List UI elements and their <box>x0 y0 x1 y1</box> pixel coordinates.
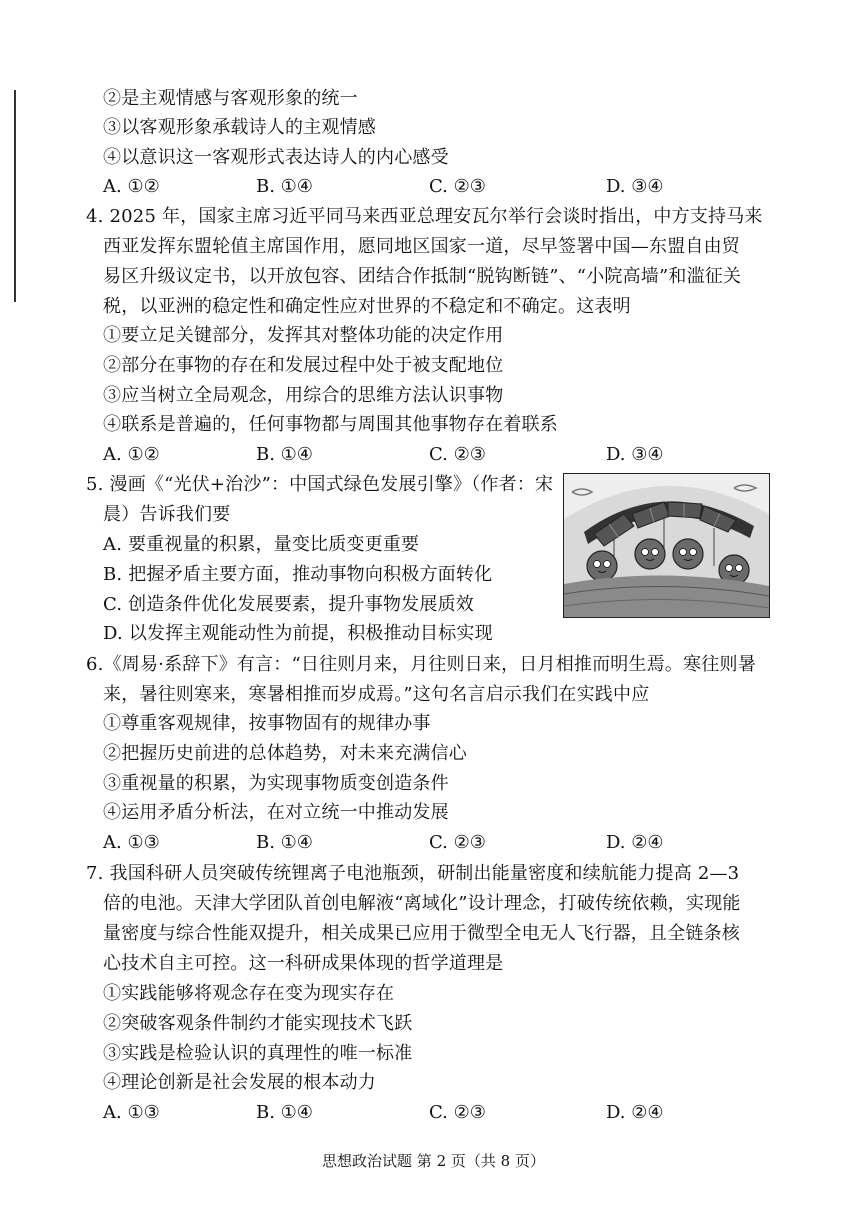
q4-option-a: A. ①② <box>103 444 160 465</box>
q4-statement-1: ①要立足关键部分，发挥其对整体功能的决定作用 <box>103 325 504 346</box>
page-footer: 思想政治试题 第 2 页（共 8 页） <box>322 1152 545 1170</box>
q5-choice-d: D. 以发挥主观能动性为前提，积极推动目标实现 <box>103 623 493 644</box>
q7-stem-line-3: 量密度与综合性能双提升，相关成果已应用于微型全电无人飞行器，且全链条核 <box>103 923 740 944</box>
q7-statement-3: ③实践是检验认识的真理性的唯一标准 <box>103 1043 413 1064</box>
q6-option-b: B. ①④ <box>256 832 313 853</box>
q7-option-d: D. ②④ <box>606 1102 664 1123</box>
q6-statement-1: ①尊重客观规律，按事物固有的规律办事 <box>103 713 431 734</box>
q5-stem-line-2: 晨）告诉我们要 <box>103 504 231 525</box>
q6-stem-line-2: 来，暑往则寒来，寒暑相推而岁成焉。”这句名言启示我们在实践中应 <box>103 684 650 705</box>
q7-stem-line-1: 7. 我国科研人员突破传统锂离子电池瓶颈，研制出能量密度和续航能力提高 2—3 <box>86 863 740 884</box>
q5-stem-line-1: 5. 漫画《“光伏+治沙”：中国式绿色发展引擎》（作者：宋 <box>86 474 554 495</box>
q7-option-c: C. ②③ <box>429 1102 486 1123</box>
q7-option-a: A. ①③ <box>103 1102 160 1123</box>
q3-option-d: D. ③④ <box>606 176 664 197</box>
q4-options <box>103 442 803 468</box>
q3-options <box>103 174 803 200</box>
q6-option-c: C. ②③ <box>429 832 486 853</box>
q4-option-d: D. ③④ <box>606 444 664 465</box>
q7-statement-2: ②突破客观条件制约才能实现技术飞跃 <box>103 1013 413 1034</box>
q4-option-c: C. ②③ <box>429 444 486 465</box>
q5-choice-a: A. 要重视量的积累，量变比质变更重要 <box>103 534 420 555</box>
q4-statement-3: ③应当树立全局观念，用综合的思维方法认识事物 <box>103 385 504 406</box>
q7-option-b: B. ①④ <box>256 1102 313 1123</box>
q6-statement-2: ②把握历史前进的总体趋势，对未来充满信心 <box>103 743 467 764</box>
q3-statement-3: ③以客观形象承载诗人的主观情感 <box>103 117 376 138</box>
q7-statement-1: ①实践能够将观念存在变为现实存在 <box>103 983 395 1004</box>
q4-stem-line-4: 税，以亚洲的稳定性和确定性应对世界的不稳定和不确定。这表明 <box>103 296 631 317</box>
q3-statement-4: ④以意识这一客观形式表达诗人的内心感受 <box>103 147 449 168</box>
q3-statement-2: ②是主观情感与客观形象的统一 <box>103 88 358 109</box>
q4-option-b: B. ①④ <box>256 444 313 465</box>
q5-cartoon-image <box>563 473 770 618</box>
q4-statement-2: ②部分在事物的存在和发展过程中处于被支配地位 <box>103 355 504 376</box>
q7-statement-4: ④理论创新是社会发展的根本动力 <box>103 1072 376 1093</box>
q3-option-b: B. ①④ <box>256 176 313 197</box>
q4-stem-line-1: 4. 2025 年，国家主席习近平同马来西亚总理安瓦尔举行会谈时指出，中方支持马来 <box>86 206 763 227</box>
q6-options <box>103 830 803 856</box>
q4-stem-line-3: 易区升级议定书，以开放包容、团结合作抵制“脱钩断链”、“小院高墙”和滥征关 <box>103 266 742 287</box>
margin-binding-line <box>14 90 16 302</box>
q3-option-a: A. ①② <box>103 176 160 197</box>
solar-desert-cartoon-icon <box>564 474 769 617</box>
q7-stem-line-2: 倍的电池。天津大学团队首创电解液“离域化”设计理念，打破传统依赖，实现能 <box>103 893 741 914</box>
q7-options <box>103 1100 803 1126</box>
q5-choice-b: B. 把握矛盾主要方面，推动事物向积极方面转化 <box>103 564 493 585</box>
q6-statement-3: ③重视量的积累，为实现事物质变创造条件 <box>103 773 449 794</box>
q7-stem-line-4: 心技术自主可控。这一科研成果体现的哲学道理是 <box>103 953 504 974</box>
q6-option-a: A. ①③ <box>103 832 160 853</box>
q4-stem-line-2: 西亚发挥东盟轮值主席国作用，愿同地区国家一道，尽早签署中国—东盟自由贸 <box>103 236 740 257</box>
q3-option-c: C. ②③ <box>429 176 486 197</box>
q6-option-d: D. ②④ <box>606 832 664 853</box>
q5-choice-c: C. 创造条件优化发展要素，提升事物发展质效 <box>103 594 474 615</box>
q6-stem-line-1: 6.《周易·系辞下》有言：“日往则月来，月往则日来，日月相推而明生焉。寒往则暑 <box>86 654 756 675</box>
q4-statement-4: ④联系是普遍的，任何事物都与周围其他事物存在着联系 <box>103 414 558 435</box>
q6-statement-4: ④运用矛盾分析法，在对立统一中推动发展 <box>103 802 449 823</box>
